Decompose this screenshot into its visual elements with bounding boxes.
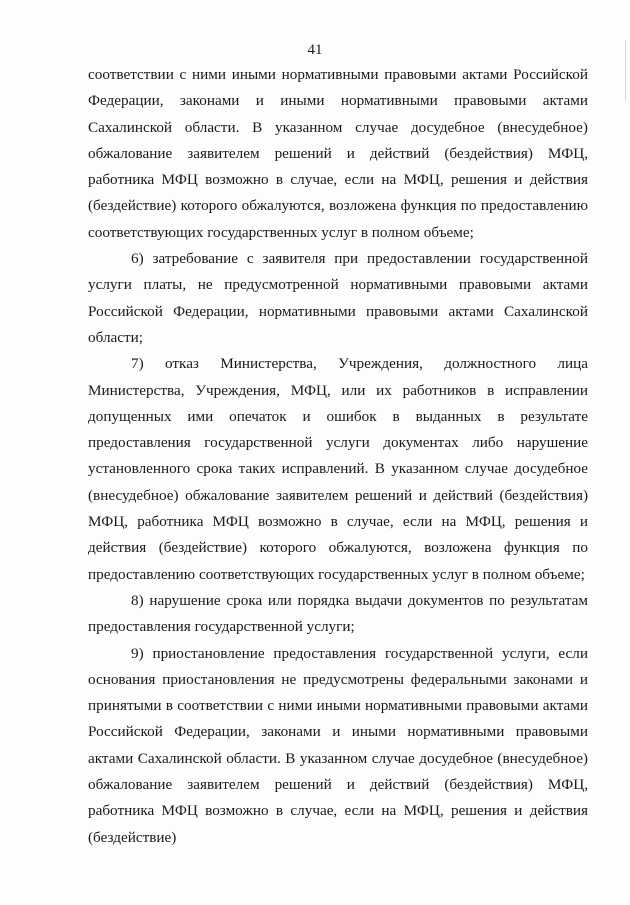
page-number: 41 [307, 42, 323, 58]
document-body [88, 62, 588, 851]
paragraph-item-6: 6) затребование с заявителя при предоставлении государственной услуги платы, не предусмотренной нормативными правовыми актами Российской Федерации, нормативными правовыми актами Сахалинской области; [88, 250, 588, 346]
paragraph-item-9: 9) приостановление предоставления государственной услуги, если основания приостановления не предусмотрены федеральными законами и принятыми в соответствии с ними иными нормативными правовыми актами Российской Федерации, законами и иными нормативными правовыми актами Сахалинской области. В указанном случае досудебное (внесудебное) обжалование заявителем решений и действий (бездействия) МФЦ, работника МФЦ возможно в случае, если на МФЦ, решения и действия (бездействие) [88, 644, 588, 846]
paragraph-continuation: соответствии с ними иными нормативными правовыми актами Российской Федерации, законами и иными нормативными правовыми актами Сахалинской области. В указанном случае досудебное (внесудебное) обжалование заявителем решений и действий (бездействия) МФЦ, работника МФЦ возможно в случае, если на МФЦ, решения и действия (бездействие) которого обжалуются, возложена функция по предоставлению соответствующих государственных услуг в полном объеме; [88, 66, 588, 241]
paragraph-item-7: 7) отказ Министерства, Учреждения, должностного лица Министерства, Учреждения, МФЦ, или их работников в исправлении допущенных ими опечаток и ошибок в выданных в результате предоставления государственной услуги документах либо нарушение установленного срока таких исправлений. В указанном случае досудебное (внесудебное) обжалование заявителем решений и действий (бездействия) МФЦ, работника МФЦ возможно в случае, если на МФЦ, решения и действия (бездействие) которого обжалуются, возложена функция по предоставлению соответствующих государственных услуг в полном объеме; [88, 355, 588, 583]
paragraph-item-8: 8) нарушение срока или порядка выдачи документов по результатам предоставления государственной услуги; [88, 591, 588, 636]
